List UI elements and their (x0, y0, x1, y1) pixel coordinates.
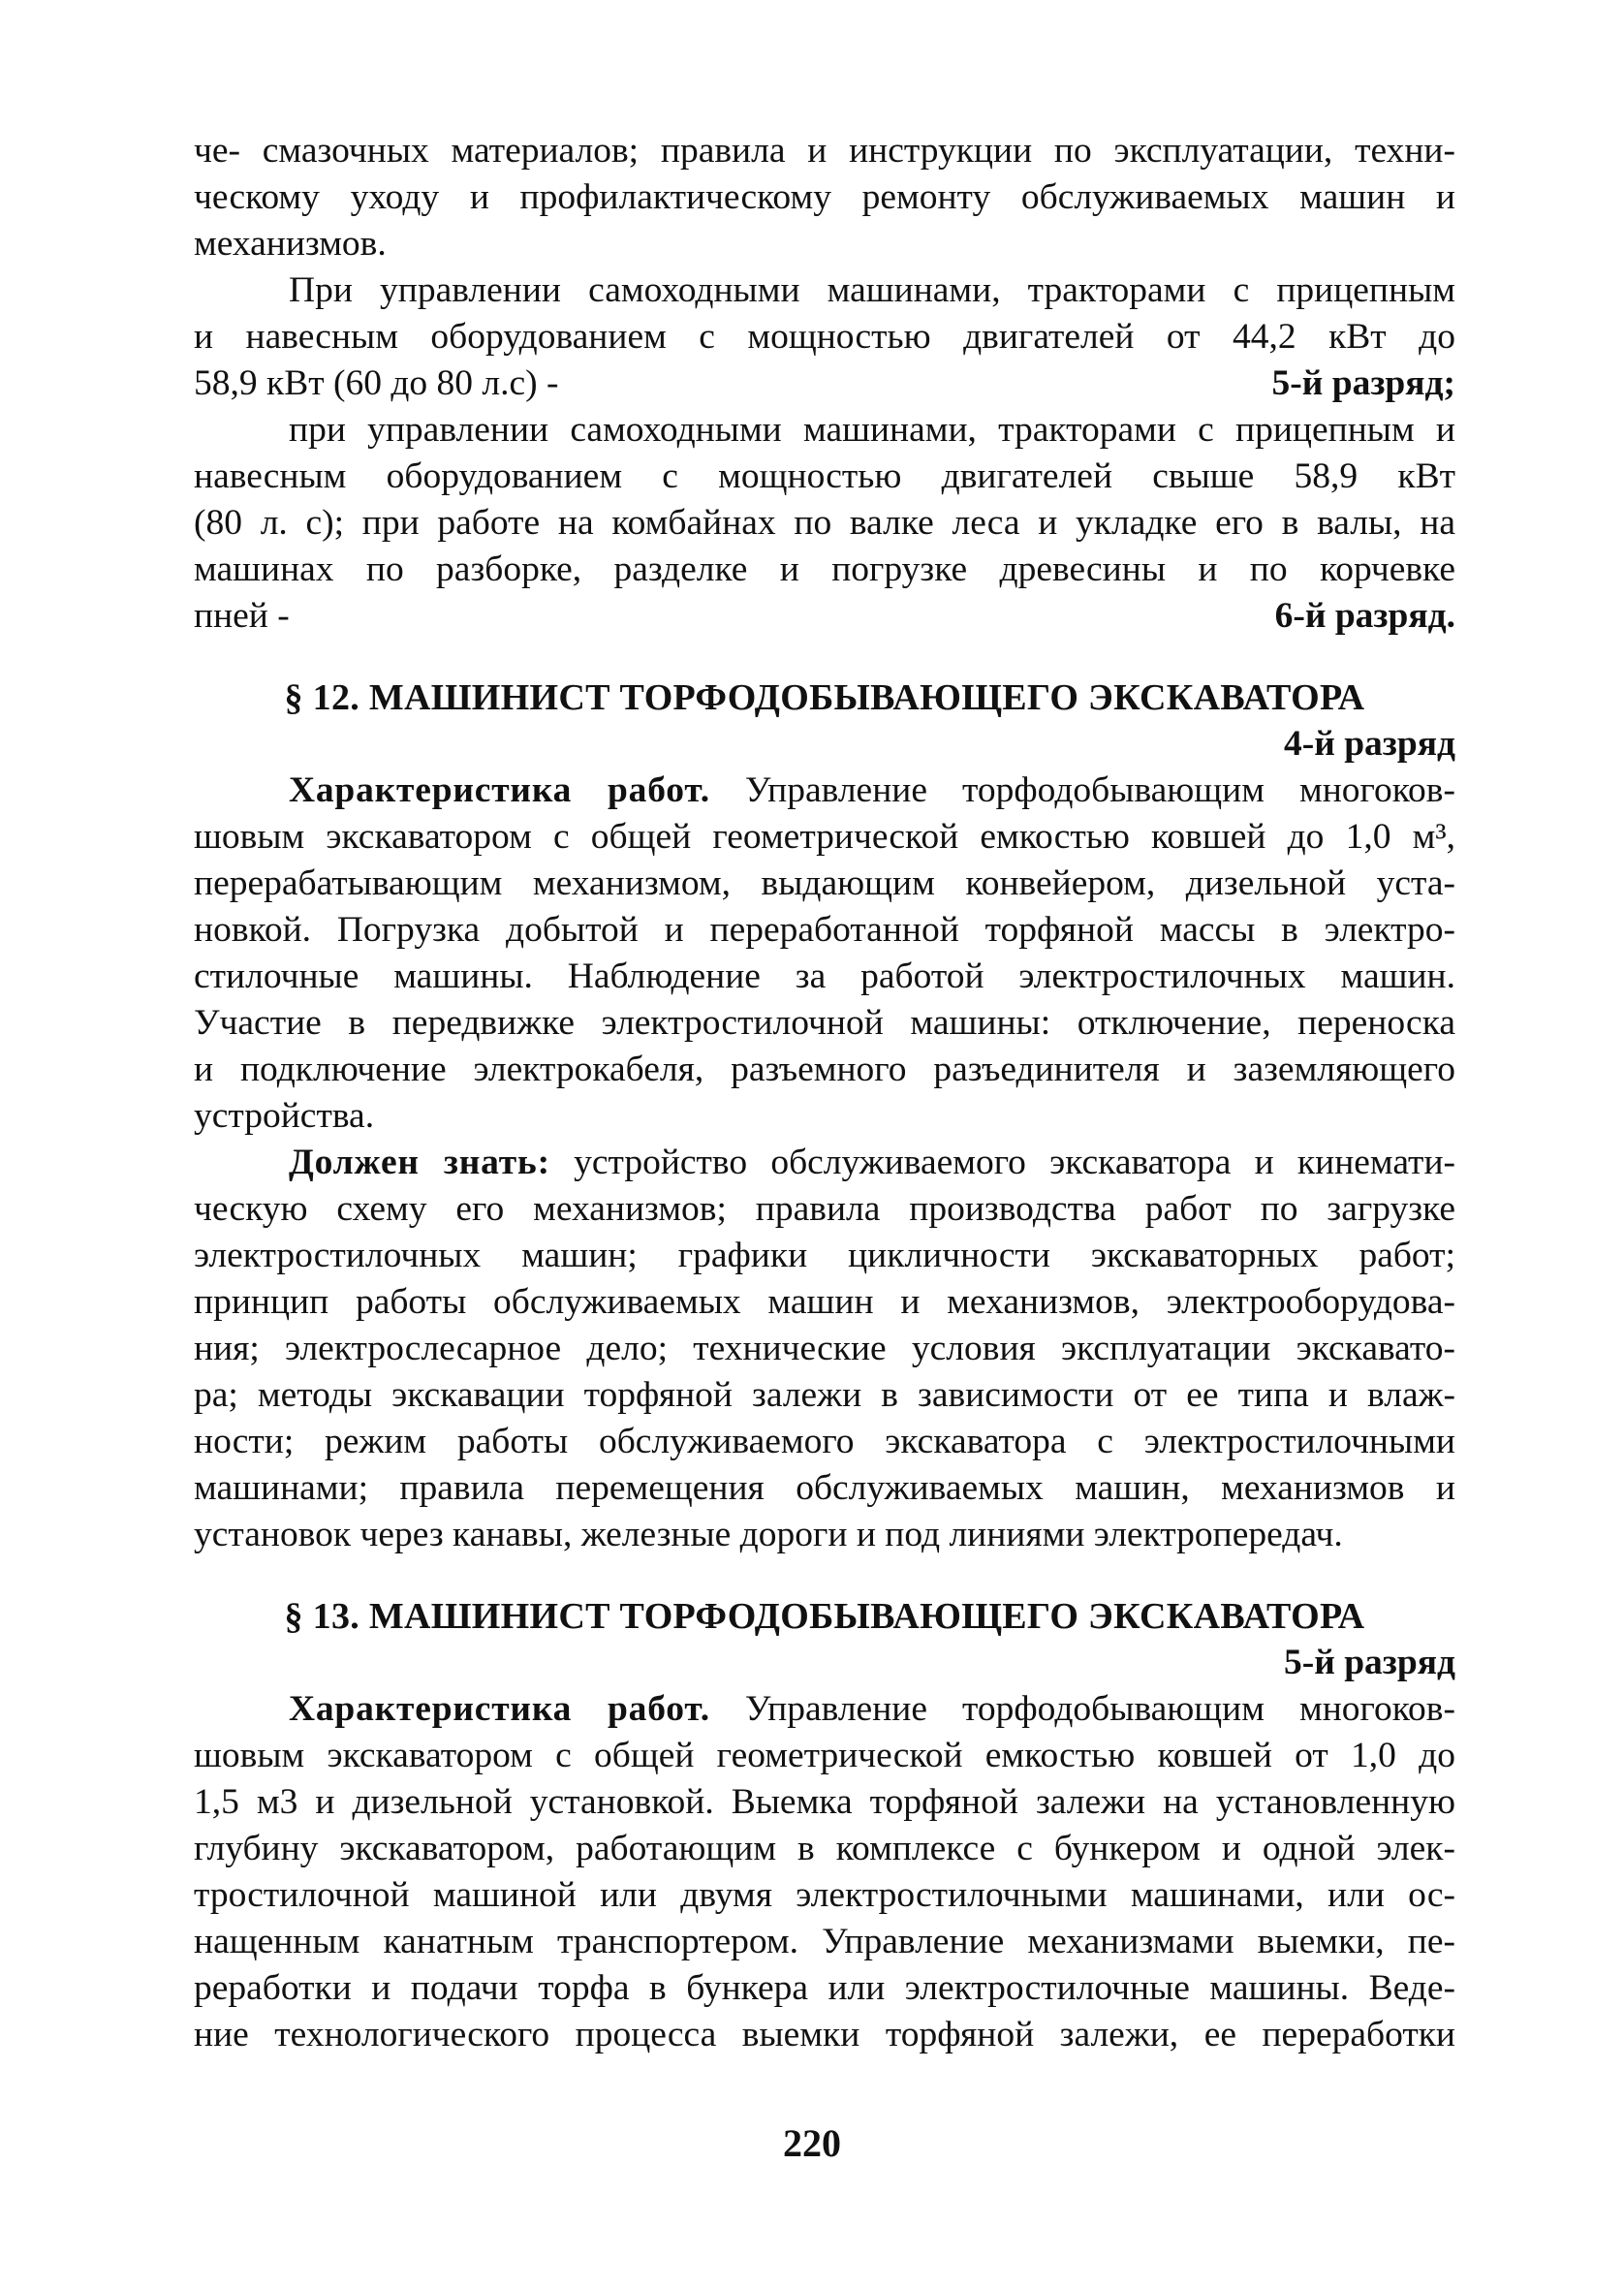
text-line: При управлении самоходными машинами, тракторами с прицепным (289, 270, 1455, 310)
text-line: навесным оборудованием с мощностью двигателей свыше 58,9 кВт (194, 456, 1455, 496)
grade-row-text: пней - (194, 596, 290, 636)
text-line: перерабатывающим механизмом, выдающим конвейером, дизельной уста- (194, 863, 1455, 903)
text-line: и подключение электрокабеля, разъемного разъединителя и заземляющего (194, 1050, 1455, 1089)
text-line: шовым экскаватором с общей геометрической емкостью ковшей от 1,0 до (194, 1736, 1455, 1775)
text-line: (80 л. с); при работе на комбайнах по валке леса и укладке его в валы, на (194, 503, 1455, 543)
paragraph-grade-5 (194, 267, 1455, 407)
grade-label: 5-й разряд; (1271, 363, 1455, 403)
characteristic-label: Характеристика работ. (289, 1689, 710, 1729)
text-line: и навесным оборудованием с мощностью двигателей от 44,2 кВт до (194, 317, 1455, 357)
text-line (194, 1686, 1455, 1733)
section-grade: 5-й разряд (1283, 1643, 1455, 1682)
characteristic-body (194, 1733, 1455, 2058)
text-line: ра; методы экскавации торфяной залежи в зависимости от ее типа и влаж- (194, 1375, 1455, 1415)
text-line: 1,5 м3 и дизельной установкой. Выемка торфяной залежи на установленную (194, 1782, 1455, 1822)
characteristic-label: Характеристика работ. (289, 770, 710, 810)
section-13 (194, 1593, 1455, 2058)
text-line: механизмов. (194, 224, 387, 264)
text-line: глубину экскаватором, работающим в комплексе с бункером и одной элек- (194, 1829, 1455, 1868)
text-line: устройства. (194, 1096, 375, 1136)
text-line: машинах по разборке, разделке и погрузке древесины и по корчевке (194, 549, 1455, 589)
characteristic-text: Управление торфодобывающим многоков- (709, 770, 1455, 810)
text-line: стилочные машины. Наблюдение за работой электростилочных машин. (194, 956, 1455, 996)
text-line: шовым экскаватором с общей геометрической емкостью ковшей до 1,0 м³, (194, 817, 1455, 857)
grade-row (194, 593, 1455, 640)
text-line: принцип работы обслуживаемых машин и механизмов, электрооборудова- (194, 1282, 1455, 1322)
text-line: новкой. Погрузка добытой и переработанной торфяной массы в электро- (194, 910, 1455, 950)
text-line: ческую схему его механизмов; правила производства работ по загрузке (194, 1189, 1455, 1229)
grade-row-text: 58,9 кВт (60 до 80 л.с) - (194, 363, 559, 403)
text-line: при управлении самоходными машинами, тракторами с прицепным и (289, 410, 1455, 450)
section-12 (194, 674, 1455, 1558)
characteristic-text: Управление торфодобывающим многоков- (709, 1689, 1455, 1729)
text-line: реработки и подачи торфа в бункера или электростилочные машины. Веде- (194, 1968, 1455, 2008)
must-know-label: Должен знать: (289, 1143, 550, 1182)
must-know-text: устройство обслуживаемого экскаватора и кинемати- (549, 1143, 1455, 1182)
must-know-body (194, 1186, 1455, 1558)
text-line (194, 1140, 1455, 1186)
section-heading: § 12. МАШИНИСТ ТОРФОДОБЫВАЮЩЕГО ЭКСКАВАТОРА (284, 677, 1365, 718)
page-number: 220 (783, 2121, 841, 2165)
text-line: че- смазочных материалов; правила и инструкции по эксплуатации, техни- (194, 131, 1455, 171)
text-line (194, 768, 1455, 814)
grade-label: 6-й разряд. (1274, 596, 1455, 636)
text-line: ности; режим работы обслуживаемого экскаватора с электростилочными (194, 1422, 1455, 1461)
grade-row (194, 361, 1455, 407)
paragraph-continuation (194, 128, 1455, 267)
text-line: нащенным канатным транспортером. Управление механизмами выемки, пе- (194, 1922, 1455, 1961)
text-line: электростилочных машин; графики цикличности экскаваторных работ; (194, 1236, 1455, 1275)
text-line: установок через канавы, железные дороги и под линиями электропередач. (194, 1515, 1343, 1554)
text-line: тростилочной машиной или двумя электростилочными машинами, или ос- (194, 1875, 1455, 1915)
paragraph-grade-6 (194, 407, 1455, 640)
text-line: машинами; правила перемещения обслуживаемых машин, механизмов и (194, 1468, 1455, 1508)
text-line: ния; электрослесарное дело; технические условия эксплуатации экскавато- (194, 1329, 1455, 1368)
text-line: ние технологического процесса выемки торфяной залежи, ее переработки (194, 2015, 1455, 2054)
section-heading: § 13. МАШИНИСТ ТОРФОДОБЫВАЮЩЕГО ЭКСКАВАТОРА (284, 1596, 1365, 1637)
text-line: Участие в передвижке электростилочной машины: отключение, переноска (194, 1003, 1455, 1043)
characteristic-body (194, 814, 1455, 1140)
text-line: ческому уходу и профилактическому ремонту обслуживаемых машин и (194, 177, 1455, 217)
page-content (194, 128, 1455, 2058)
section-grade: 4-й разряд (1283, 724, 1455, 764)
